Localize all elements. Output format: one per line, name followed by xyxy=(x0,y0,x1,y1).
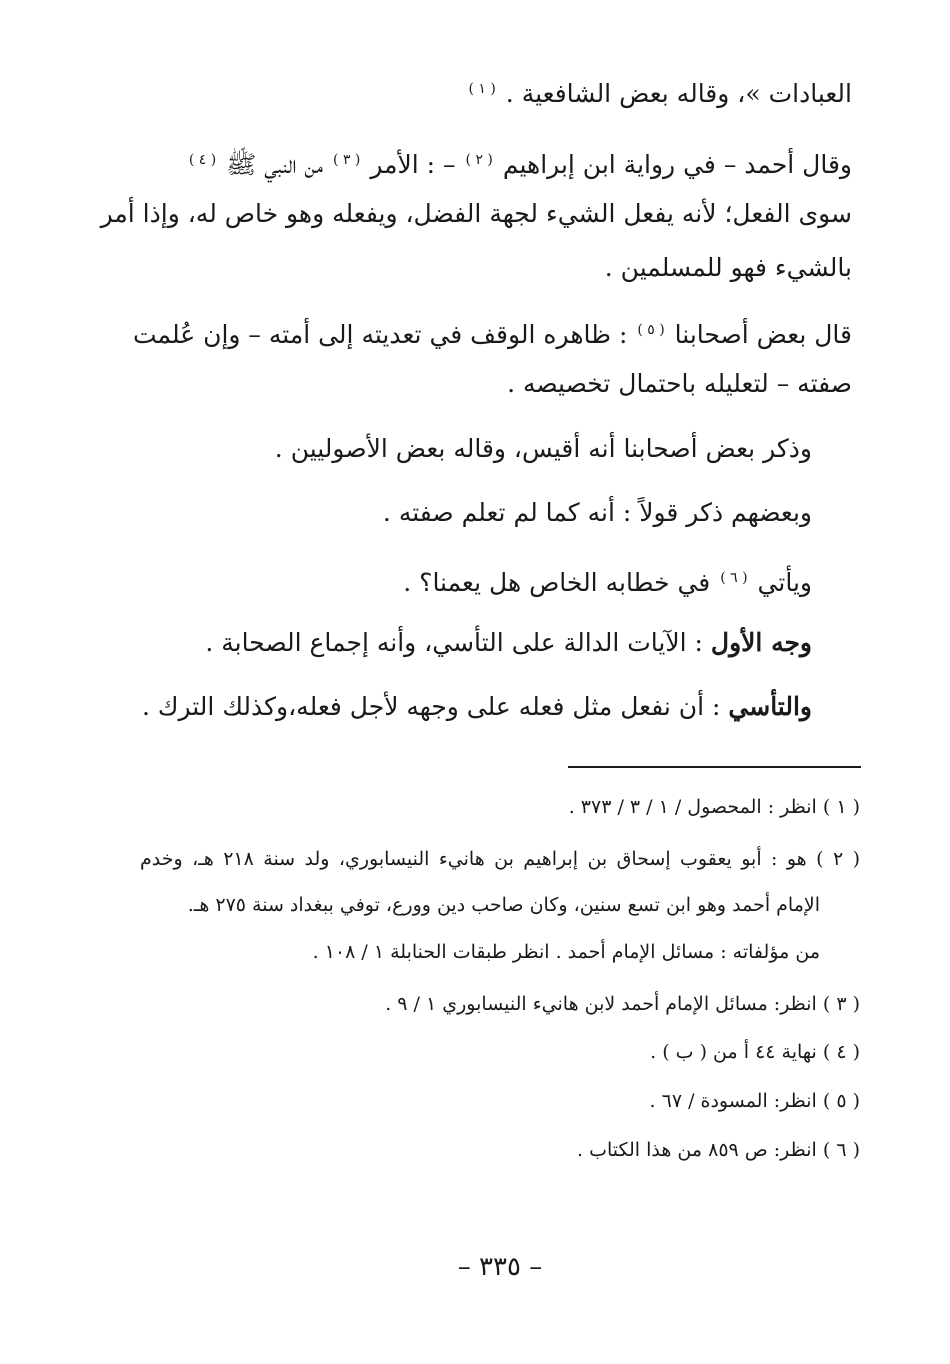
body-text: وقال أحمد – في رواية ابن إبراهيم xyxy=(502,150,852,179)
bold-heading: وجه الأول xyxy=(710,628,812,657)
body-text: من النبي ﷺ xyxy=(226,150,324,179)
footnote-ref-5[interactable]: ( ٥ ) xyxy=(637,322,665,338)
body-text: : ظاهره الوقف في تعديته إلى أمته – وإن عُلمت xyxy=(132,320,628,349)
body-line-7 xyxy=(275,432,812,466)
body-text: وبعضهم ذكر قولاً : أنه كما لم تعلم صفته . xyxy=(382,498,812,527)
footnote-text: ( ٤ ) نهاية ٤٤ أ من ( ب ) . xyxy=(650,1041,860,1063)
body-line-10 xyxy=(205,626,812,660)
footnote-ref-2[interactable]: ( ٢ ) xyxy=(465,152,493,168)
footnote-2-line-1 xyxy=(140,845,860,873)
body-text: : أن نفعل مثل فعله على وجهه لأجل فعله،وكذلك الترك . xyxy=(141,692,721,721)
body-text: في خطابه الخاص هل يعمنا؟ . xyxy=(403,568,711,597)
footnote-text: ( ٥ ) انظر: المسودة / ٦٧ . xyxy=(649,1090,860,1112)
footnote-2-line-2 xyxy=(188,891,820,919)
body-text: – : الأمر xyxy=(370,150,456,179)
body-text: العبادات »، وقاله بعض الشافعية . xyxy=(505,79,852,108)
footnote-text: الإمام أحمد وهو ابن تسع سنين، وكان صاحب دين وورع، توفي ببغداد سنة ٢٧٥ هـ. xyxy=(187,894,820,916)
footnote-text: ( ١ ) انظر : المحصول / ١ / ٣ / ٣٧٣ . xyxy=(568,796,860,818)
body-line-1 xyxy=(466,72,852,111)
body-line-2 xyxy=(187,143,852,182)
body-line-8 xyxy=(383,496,812,530)
footnote-6 xyxy=(577,1136,860,1164)
footnote-separator xyxy=(568,766,861,768)
body-text: ويأتي xyxy=(757,568,812,597)
body-line-5 xyxy=(133,313,852,352)
body-line-11 xyxy=(142,690,812,724)
footnote-4 xyxy=(650,1038,860,1066)
footnote-ref-6[interactable]: ( ٦ ) xyxy=(720,570,748,586)
body-text: : الآيات الدالة على التأسي، وأنه إجماع الصحابة . xyxy=(205,628,703,657)
footnote-1 xyxy=(569,793,860,821)
body-line-6 xyxy=(507,367,852,401)
body-text: بالشيء فهو للمسلمين . xyxy=(604,253,852,282)
body-line-9 xyxy=(403,561,812,600)
footnote-text: ( ٣ ) انظر: مسائل الإمام أحمد لابن هانيء النيسابوري ١ / ٩ . xyxy=(385,993,860,1015)
footnote-3 xyxy=(385,990,860,1018)
footnote-text: ( ٦ ) انظر: ص ٨٥٩ من هذا الكتاب . xyxy=(577,1139,860,1161)
footnote-2-line-3 xyxy=(313,938,820,966)
footnote-ref-4[interactable]: ( ٤ ) xyxy=(188,152,217,168)
body-line-4 xyxy=(605,251,852,285)
body-line-3 xyxy=(100,197,852,231)
footnote-text: ( ٢ ) هو : أبو يعقوب إسحاق بن إبراهيم بن هانيء النيسابوري، ولد سنة ٢١٨ هـ، وخدم xyxy=(140,848,860,870)
footnote-text: من مؤلفاته : مسائل الإمام أحمد . انظر طبقات الحنابلة ١ / ١٠٨ . xyxy=(312,941,820,963)
body-text: وذكر بعض أصحابنا أنه أقيس، وقاله بعض الأصوليين . xyxy=(274,434,812,463)
body-text: صفته – لتعليله باحتمال تخصيصه . xyxy=(507,369,852,398)
body-text: سوى الفعل؛ لأنه يفعل الشيء لجهة الفضل، ويفعله وهو خاص له، وإذا أمر xyxy=(100,199,852,228)
bold-heading: والتأسي xyxy=(728,692,812,721)
page-number: – ٣٣٥ – xyxy=(457,1252,543,1282)
footnote-ref-1[interactable]: ( ١ ) xyxy=(468,81,496,97)
body-text: قال بعض أصحابنا xyxy=(674,320,852,349)
footnote-5 xyxy=(650,1087,860,1115)
footnote-ref-3[interactable]: ( ٣ ) xyxy=(333,152,361,168)
